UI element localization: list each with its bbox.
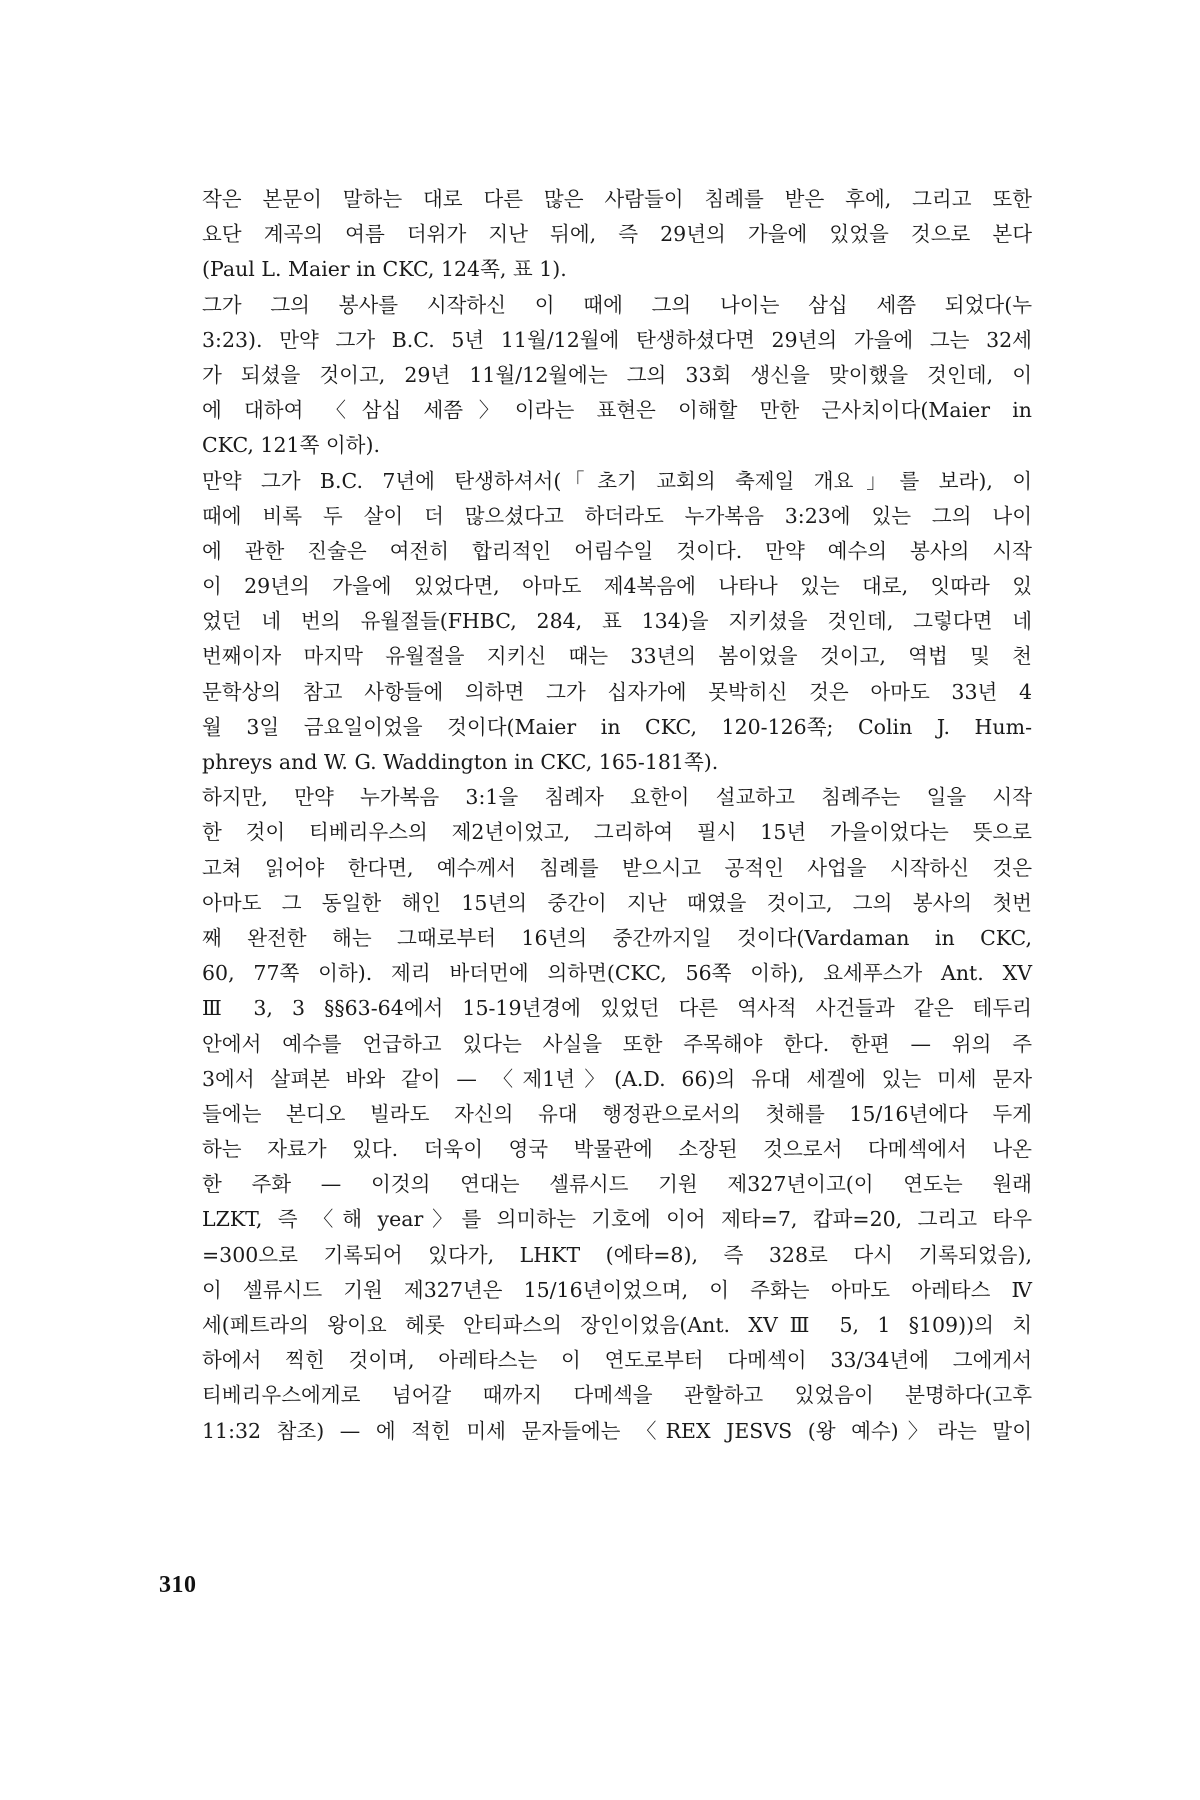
text-line: 만약 그가 B.C. 7년에 탄생하셔서(「초기 교회의 축제일 개요」를 보라), 이: [202, 468, 1032, 493]
text-line: 에 관한 진술은 여전히 합리적인 어림수일 것이다. 만약 예수의 봉사의 시작: [202, 538, 1032, 563]
text-line: 었던 네 번의 유월절들(FHBC, 284, 표 134)을 지키셨을 것인데, 그렇다면 네: [202, 609, 1032, 634]
text-line: 3:23). 만약 그가 B.C. 5년 11월/12월에 탄생하셨다면 29년의 가을에 그는 32세: [202, 327, 1032, 352]
text-line: (Paul L. Maier in CKC, 124쪽, 표 1).: [202, 257, 567, 282]
text-line: =300으로 기록되어 있다가, LHKT (에타=8), 즉 328로 다시 기록되었음),: [202, 1242, 1032, 1267]
text-line: 하지만, 만약 누가복음 3:1을 침례자 요한이 설교하고 침례주는 일을 시작: [202, 785, 1032, 810]
text-line: 에 대하여 〈삼십 세쯤〉이라는 표현은 이해할 만한 근사치이다(Maier in: [202, 398, 1032, 423]
text-line: CKC, 121쪽 이하).: [202, 433, 381, 458]
text-line: 월 3일 금요일이었을 것이다(Maier in CKC, 120-126쪽; Colin J. Hum-: [202, 714, 1032, 739]
text-line: 티베리우스에게로 넘어갈 때까지 다메섹을 관할하고 있었음이 분명하다(고후: [202, 1383, 1032, 1408]
page-number: 310: [159, 1572, 197, 1598]
text-line: Ⅲ 3, 3 §§63-64에서 15-19년경에 있었던 다른 역사적 사건들과 같은 테두리: [202, 996, 1032, 1021]
text-line: phreys and W. G. Waddington in CKC, 165-181쪽).: [202, 750, 719, 774]
text-line: 가 되셨을 것이고, 29년 11월/12월에는 그의 33회 생신을 맞이했을 것인데, 이: [202, 362, 1032, 387]
text-line: 11:32 참조) — 에 적힌 미세 문자들에는 〈REX JESVS (왕 예수)〉라는 말이: [202, 1418, 1032, 1443]
text-line: 요단 계곡의 여름 더위가 지난 뒤에, 즉 29년의 가을에 있었을 것으로 본다: [202, 222, 1032, 247]
text-line: 안에서 예수를 언급하고 있다는 사실을 또한 주목해야 한다. 한편 — 위의 주: [202, 1031, 1032, 1056]
text-line: 하에서 찍힌 것이며, 아레타스는 이 연도로부터 다메섹이 33/34년에 그에게서: [202, 1348, 1032, 1373]
text-line: 한 것이 티베리우스의 제2년이었고, 그리하여 필시 15년 가을이었다는 뜻으로: [202, 820, 1032, 845]
text-line: 들에는 본디오 빌라도 자신의 유대 행정관으로서의 첫해를 15/16년에다 두게: [202, 1101, 1032, 1126]
text-line: 작은 본문이 말하는 대로 다른 많은 사람들이 침례를 받은 후에, 그리고 또한: [202, 187, 1032, 211]
text-line: 고쳐 읽어야 한다면, 예수께서 침례를 받으시고 공적인 사업을 시작하신 것은: [202, 855, 1032, 880]
text-line: 60, 77쪽 이하). 제리 바더먼에 의하면(CKC, 56쪽 이하), 요세푸스가 Ant. XV: [202, 961, 1032, 986]
text-line: 번째이자 마지막 유월절을 지키신 때는 33년의 봄이었을 것이고, 역법 및 천: [202, 644, 1032, 669]
text-line: 이 29년의 가을에 있었다면, 아마도 제4복음에 나타나 있는 대로, 잇따라 있: [202, 574, 1032, 599]
text-line: 이 셀류시드 기원 제327년은 15/16년이었으며, 이 주화는 아마도 아레타스 Ⅳ: [202, 1277, 1032, 1302]
text-line: 문학상의 참고 사항들에 의하면 그가 십자가에 못박히신 것은 아마도 33년 4: [202, 679, 1032, 704]
text-line: 때에 비록 두 살이 더 많으셨다고 하더라도 누가복음 3:23에 있는 그의 나이: [202, 503, 1032, 528]
text-line: 3에서 살펴본 바와 같이 — 〈제1년〉(A.D. 66)의 유대 세겔에 있는 미세 문자: [202, 1066, 1032, 1091]
text-line: 아마도 그 동일한 해인 15년의 중간이 지난 때였을 것이고, 그의 봉사의 첫번: [202, 890, 1032, 915]
text-line: 하는 자료가 있다. 더욱이 영국 박물관에 소장된 것으로서 다메섹에서 나온: [202, 1137, 1032, 1162]
text-line: 세(페트라의 왕이요 헤롯 안티파스의 장인이었음(Ant. XVⅢ 5, 1 §109))의 치: [202, 1313, 1032, 1337]
body-text: [202, 182, 1032, 1449]
text-line: LZKT, 즉 〈해 year〉를 의미하는 기호에 이어 제타=7, 캅파=20, 그리고 타우: [202, 1207, 1032, 1232]
text-line: 째 완전한 해는 그때로부터 16년의 중간까지일 것이다(Vardaman in CKC,: [202, 925, 1032, 950]
text-line: 한 주화 — 이것의 연대는 셀류시드 기원 제327년이고(이 연도는 원래: [202, 1172, 1032, 1197]
text-line: 그가 그의 봉사를 시작하신 이 때에 그의 나이는 삼십 세쯤 되었다(누: [202, 292, 1032, 317]
